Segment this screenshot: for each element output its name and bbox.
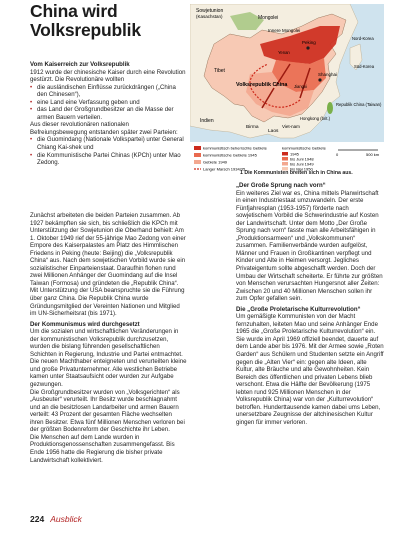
map-peking-dot: [306, 46, 309, 49]
left-paragraph-6: Die Menschen auf dem Lande wurden in Produktionsgenossenschaften zusammengefasst. Bis Ende 1956 hatte die Regierung die bisher private Landwirtschaft kollektiviert.: [30, 433, 175, 464]
legend-right-3: bis Juni 1948: [290, 156, 314, 162]
left-column-top: [30, 61, 187, 167]
list-item: • die Kommunistische Partei Chinas (KPCh) unter Mao Zedong.: [37, 152, 187, 167]
legend-left-1: kommunistisch beherrschte Gebiete: [203, 145, 267, 151]
map-label-shanghai: Shanghai: [318, 72, 338, 77]
map-label-kasachstan: (Kasachstan): [196, 14, 223, 19]
right-subheading-2: Die „Große Proletarische Kulturrevolution“: [236, 305, 361, 313]
left-paragraph-4: Um die sozialen und wirtschaftlichen Veränderungen in der kommunistischen Volksrepublik durchzusetzen, wurden die bislang führenden gesellschaftlichen Schichten in Regierung, Industrie und Partei entmachtet. Die neuen Machthaber enteigneten und verurteilten kleine und große Privatunternehmer. Alle westlichen Betriebe kamen unter Staatsaufsicht oder wurden zur Aufgabe gezwungen.: [30, 328, 187, 389]
legend-r-swatch-1: [282, 152, 288, 156]
page-footer: [30, 514, 82, 524]
legend-right-4: bis Juni 1949: [290, 161, 314, 167]
left-subheading-2: Der Kommunismus wird durchgesetzt: [30, 320, 140, 328]
legend-swatch-1: [194, 146, 201, 150]
map-label-taiwan: Republik China (Taiwan): [336, 102, 382, 107]
legend-left-2: kommunistische Gebiete 1945: [203, 152, 257, 158]
left-paragraph-5: Die Großgrundbesitzer wurden von „Volksgerichten“ als „Ausbeuter“ verurteilt. Ihr Besitz wurde beschlagnahmt und an die besitzlosen Landarbeiter und armen Bauern verteilt: 43 Prozent der gesamten Fläche wechselten ihren Besitzer. Etwa fünf Millionen Menschen verloren bei der größten Bodenreform der Geschichte ihr Leben.: [30, 388, 185, 434]
page-title-line-1: China wird: [30, 1, 118, 21]
right-paragraph-1: Ein weiteres Ziel war es, China mittels Planwirtschaft in einen Industriestaat umzuwandeln. Der erste Fünfjahresplan (1953-1957) förderte nach sowjetischem Vorbild die Schwerindustrie auf Kosten der Landwirtschaft. Unter dem Motto „Der Große Sprung nach vorn“ fasste man alle Arbeitsfähigen in „Produktionsarmeen“ und „Volkskommunen“ zusammen. Familienverbände wurden aufgelöst, Männer und Frauen in Großkantinen verpflegt und Kinder und Alte in Heimen versorgt. Jegliches Privateigentum sollte abgeschafft werden. Doch der Umbau der Wirtschaft scheiterte. Er führte zur größten von Menschen verursachten Hungersnot aller Zeiten: Zwischen 20 und 40 Millionen Menschen sollen ihr zum Opfer gefallen sein.: [236, 189, 383, 303]
legend-left-4: Langer Marsch 1934/35: [203, 166, 246, 172]
map-label-suedkorea: Süd-Korea: [354, 64, 375, 69]
map-label-peking: Peking: [302, 40, 316, 45]
legend-swatch-2: [194, 153, 201, 157]
map-label-laos: Laos: [268, 129, 279, 134]
left-paragraph-2: Aus dieser revolutionären nationalen Befreiungsbewegung entstanden später zwei Parteien:: [30, 121, 178, 136]
page-title: [30, 2, 141, 40]
map-label-nordkorea: Nord-Korea: [352, 36, 374, 41]
china-map-graphic: [190, 4, 384, 176]
list-item: • die ausländischen Einflüsse zurückdrängen („China den Chinesen“),: [37, 84, 187, 99]
map-shanghai-dot: [318, 78, 321, 81]
map-label-volksrepublik: Volksrepublik China: [236, 82, 288, 88]
left-paragraph-3: Zunächst arbeiteten die beiden Parteien zusammen. Ab 1927 bekämpften sie sich, bis schließlich die KPCh mit Unterstützung der Sowjetunion die Oberhand behielt: Am 1. Oktober 1949 rief der 55-jährige Mao Zedong von einer Empore des Kaiserpalastes am Platz des Himmlischen Friedens in Peking (heute: Beijing) die „Volksrepublik China“ aus. Nach dem sowjetischen Vorbild wurde sie ein sozialistischer Einparteienstaat. Daraufhin flohen rund zwei Millionen Anhänger der Guomindang auf die Insel Taiwan (Formosa) und gründeten die „Republik China“. Mit Unterstützung der USA beanspruchte sie die Führung über ganz China. Die Republik China wurde Gründungsmitglied der Vereinten Nationen und Mitglied im UN-Sicherheitsrat (bis 1971).: [30, 212, 186, 318]
list-item: • eine Land eine Verfassung geben und: [37, 99, 187, 107]
left-list-1: [30, 84, 187, 122]
legend-r-swatch-2: [282, 157, 288, 161]
legend-swatch-3: [194, 160, 201, 164]
map-label-yenan: Yenan: [278, 50, 290, 55]
list-item: • das Land der Großgrundbesitzer an die Masse der armen Bauern verteilen.: [37, 106, 187, 121]
legend-right-2: 1945: [290, 151, 299, 157]
left-column-bottom: [30, 212, 187, 464]
map-label-vietnam: Viet-nam: [282, 124, 300, 129]
right-subheading-1: „Der Große Sprung nach vorn“: [236, 182, 326, 189]
map-caption: 1 Die Kommunisten breiten sich in China aus.: [240, 170, 353, 176]
page-number: 224: [30, 514, 45, 524]
right-column: [236, 182, 384, 427]
list-item: • die Guomindang (Nationale Volkspartei) unter General Chiang Kai-shek und: [37, 136, 187, 151]
legend-left-3: Gebiete 1949: [203, 159, 228, 165]
map-label-innere-mongolei: Innere Mongolei: [268, 28, 301, 33]
map-label-birma: Birma: [246, 125, 259, 130]
map-label-mongolei: Mongolei: [258, 15, 279, 21]
left-subheading-1: Vom Kaiserreich zur Volksrepublik: [30, 61, 130, 68]
map-scale-max: 500 km: [366, 152, 380, 157]
legend-right-1: kommunistische Gebiete: [282, 145, 326, 151]
legend-r-swatch-3: [282, 162, 288, 166]
right-paragraph-2: Um gemäßigte Kommunisten von der Macht fernzuhalten, leiteten Mao und seine Anhänger Ende 1965 die „Große Proletarische Kulturrevolution“ ein. Sie wurde im April 1969 offiziell beendet, dauerte auf dem Lande aber bis 1976. Mit der Armee sowie „Roten Garden“ aus Schülern und Studenten setzte ein Angriff gegen die „Alten Vier“ ein: gegen alte Ideen, alte Kultur, alte Bräuche und alte Gewohnheiten. Kein Bereich des öffentlichen und privaten Lebens blieb verschont. Etwa die Hälfte der Bevölkerung (1975 lebten rund 925 Millionen Menschen in der Volksrepublik China) war von der „Kulturrevolution“ betroffen. Hunderttausende kamen dabei ums Leben, unersetzbare Zeugnisse der altchinesischen Kultur gingen für immer verloren.: [236, 313, 384, 426]
page-title-line-2: Volksrepublik: [30, 20, 141, 40]
left-list-2: [30, 136, 187, 166]
map-scale-zero: 0: [336, 152, 339, 157]
china-map: [190, 4, 384, 176]
map-label-jiangxi: Jiangxi: [294, 84, 308, 89]
map-label-sowjetunion: Sowjetunion: [196, 8, 224, 14]
map-label-hongkong: Hongkong (brit.): [300, 116, 331, 121]
legend-right-5: bis Mai 1950: [290, 166, 313, 172]
section-name: Ausblick: [50, 514, 82, 524]
map-taiwan: [327, 102, 333, 114]
map-label-tibet: Tibet: [214, 68, 225, 74]
map-label-indien: Indien: [200, 118, 214, 124]
left-paragraph-1: 1912 wurde der chinesische Kaiser durch eine Revolution gestürzt. Die Revolutionäre wollten: [30, 68, 186, 84]
